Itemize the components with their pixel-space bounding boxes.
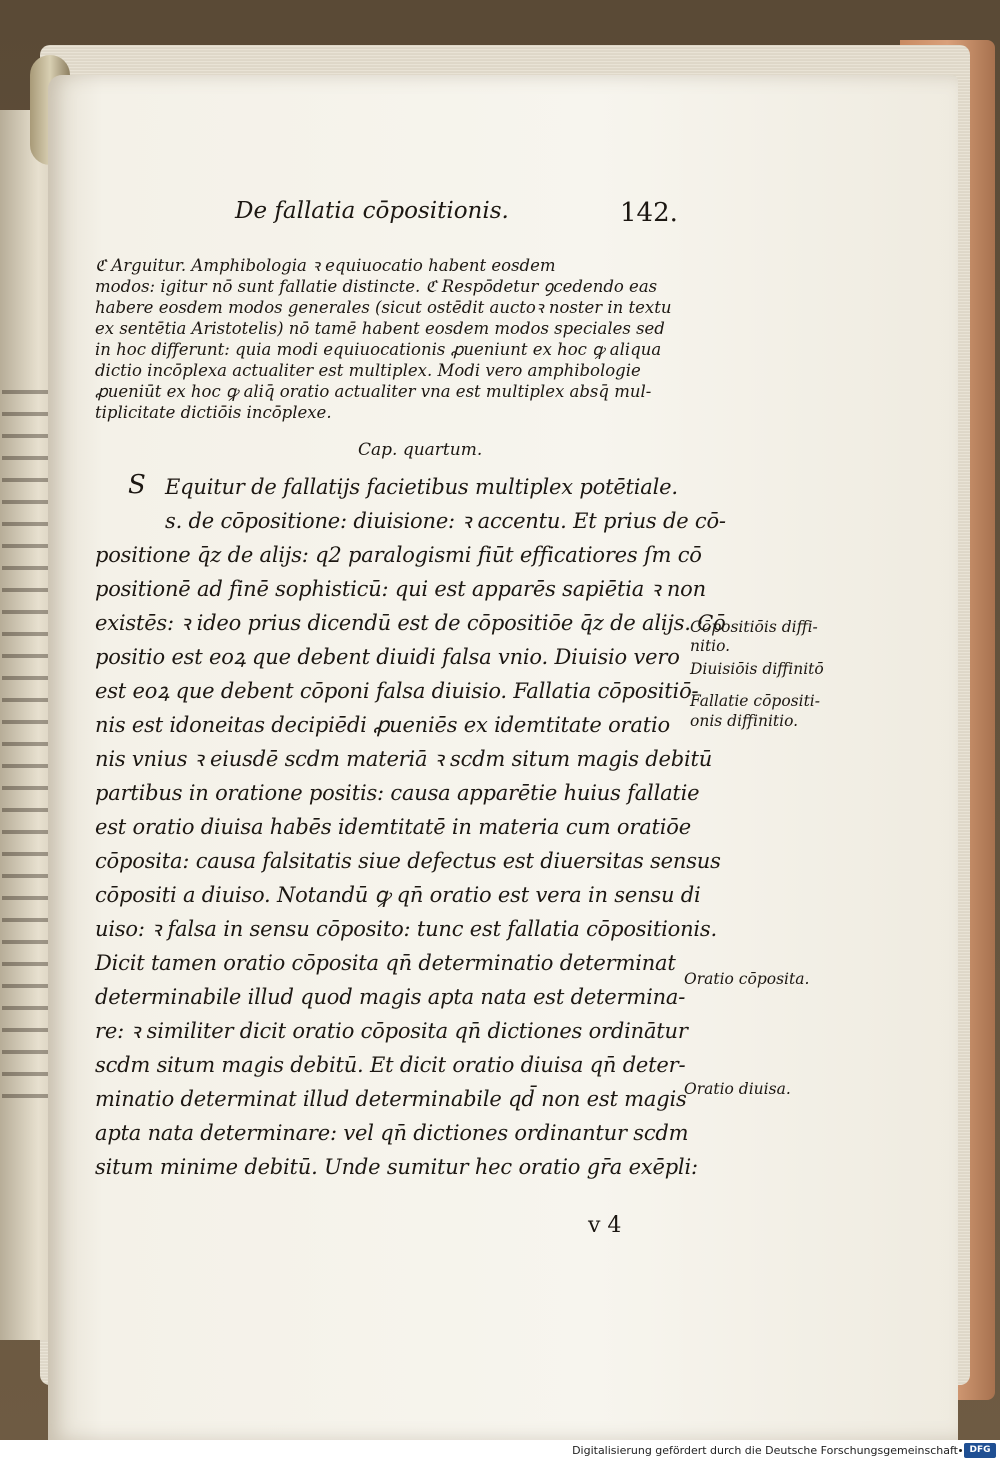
margin-note: Oratio diuisa. (684, 1080, 791, 1098)
left-page-text (2, 390, 48, 1110)
running-header (235, 198, 685, 238)
body-line: re: ꝛ similiter dicit oratio cōposita qn̄ dictiones ordinātur (95, 1019, 688, 1043)
top-line: modos: igitur nō sunt fallatie distincte. ℭ Respōdetur ꝯcedendo eas (95, 277, 658, 296)
dfg-logo: DFG (964, 1443, 996, 1458)
body-line: partibus in oratione positis: causa apparētie huius fallatie (95, 781, 700, 805)
body-line: apta nata determinare: vel qn̄ dictiones ordinantur scdm (95, 1121, 689, 1145)
separator-dot (959, 1449, 962, 1452)
top-line: ex sentētia Aristotelis) nō tamē habent eosdem modos speciales sed (95, 319, 665, 338)
margin-note: Fallatie cōpositi- (690, 692, 820, 710)
body-line: positionē ad finē sophisticū: qui est apparēs sapiētia ꝛ non (95, 577, 706, 601)
body-line: est oratio diuisa habēs idemtitatē in materia cum oratiōe (95, 815, 691, 839)
footer-bar (0, 1440, 1000, 1462)
body-line: existēs: ꝛ ideo prius dicendū est de cōpositiōe q̄z de alijs. Cō (95, 611, 726, 635)
top-line: ꝓueniūt ex hoc ꝙ aliq̄ oratio actualiter vna est multiplex absq̄ mul- (95, 382, 652, 401)
margin-note: nitio. (690, 637, 731, 655)
initial-letter: S (128, 470, 146, 500)
margin-note: Cōpositiōis diffi- (690, 618, 818, 636)
body-line: Equitur de fallatijs facietibus multiplex potētiale. (165, 475, 678, 499)
body-line: cōposita: causa falsitatis siue defectus est diuersitas sensus (95, 849, 721, 873)
body-line: uiso: ꝛ falsa in sensu cōposito: tunc est fallatia cōpositionis. (95, 917, 717, 941)
body-line: est eoꝝ que debent cōponi falsa diuisio. Fallatia cōpositiō- (95, 679, 699, 703)
top-line: in hoc differunt: quia modi equiuocationis ꝓueniunt ex hoc ꝙ aliqua (95, 340, 662, 359)
margin-note: onis diffinitio. (690, 712, 799, 730)
body-line: nis est idoneitas decipiēdi ꝓueniēs ex idemtitate oratio (95, 713, 670, 737)
body-line: Dicit tamen oratio cōposita qn̄ determinatio determinat (95, 951, 676, 975)
signature-mark: v 4 (588, 1213, 622, 1238)
top-line: tiplicitate dictiōis incōplexe. (95, 403, 332, 422)
top-line: ℭ Arguitur. Amphibologia ꝛ equiuocatio habent eosdem (95, 256, 556, 275)
body-line: s. de cōpositione: diuisione: ꝛ accentu. Et prius de cō- (165, 509, 726, 533)
body-line: cōpositi a diuiso. Notandū ꝙ qn̄ oratio est vera in sensu di (95, 883, 701, 907)
top-paragraph (95, 255, 720, 423)
header-title: De fallatia cōpositionis. (235, 198, 509, 224)
footer-credit: Digitalisierung gefördert durch die Deutsche Forschungsgemeinschaft (572, 1444, 958, 1457)
top-line: dictio incōplexa actualiter est multiplex. Modi vero amphibologie (95, 361, 641, 380)
body-line: situm minime debitū. Unde sumitur hec oratio gr̄a exēpli: (95, 1155, 698, 1179)
body-line: scdm situm magis debitū. Et dicit oratio diuisa qn̄ deter- (95, 1053, 686, 1077)
chapter-heading: Cap. quartum. (358, 440, 483, 460)
top-line: habere eosdem modos generales (sicut ostēdit auctoꝛ noster in textu (95, 298, 672, 317)
body-line: minatio determinat illud determinabile qd̄ non est magis (95, 1087, 687, 1111)
page-number: 142. (620, 198, 678, 228)
body-line: nis vnius ꝛ eiusdē scdm materiā ꝛ scdm situm magis debitū (95, 747, 713, 771)
margin-note: Oratio cōposita. (684, 970, 810, 988)
body-line: positio est eoꝝ que debent diuidi falsa vnio. Diuisio vero (95, 645, 680, 669)
margin-note: Diuisiōis diffinitō (690, 660, 824, 678)
body-line: positione q̄z de alijs: q2 paralogismi fiūt efficatiores ſm cō (95, 543, 702, 567)
body-line: determinabile illud quod magis apta nata est determina- (95, 985, 686, 1009)
